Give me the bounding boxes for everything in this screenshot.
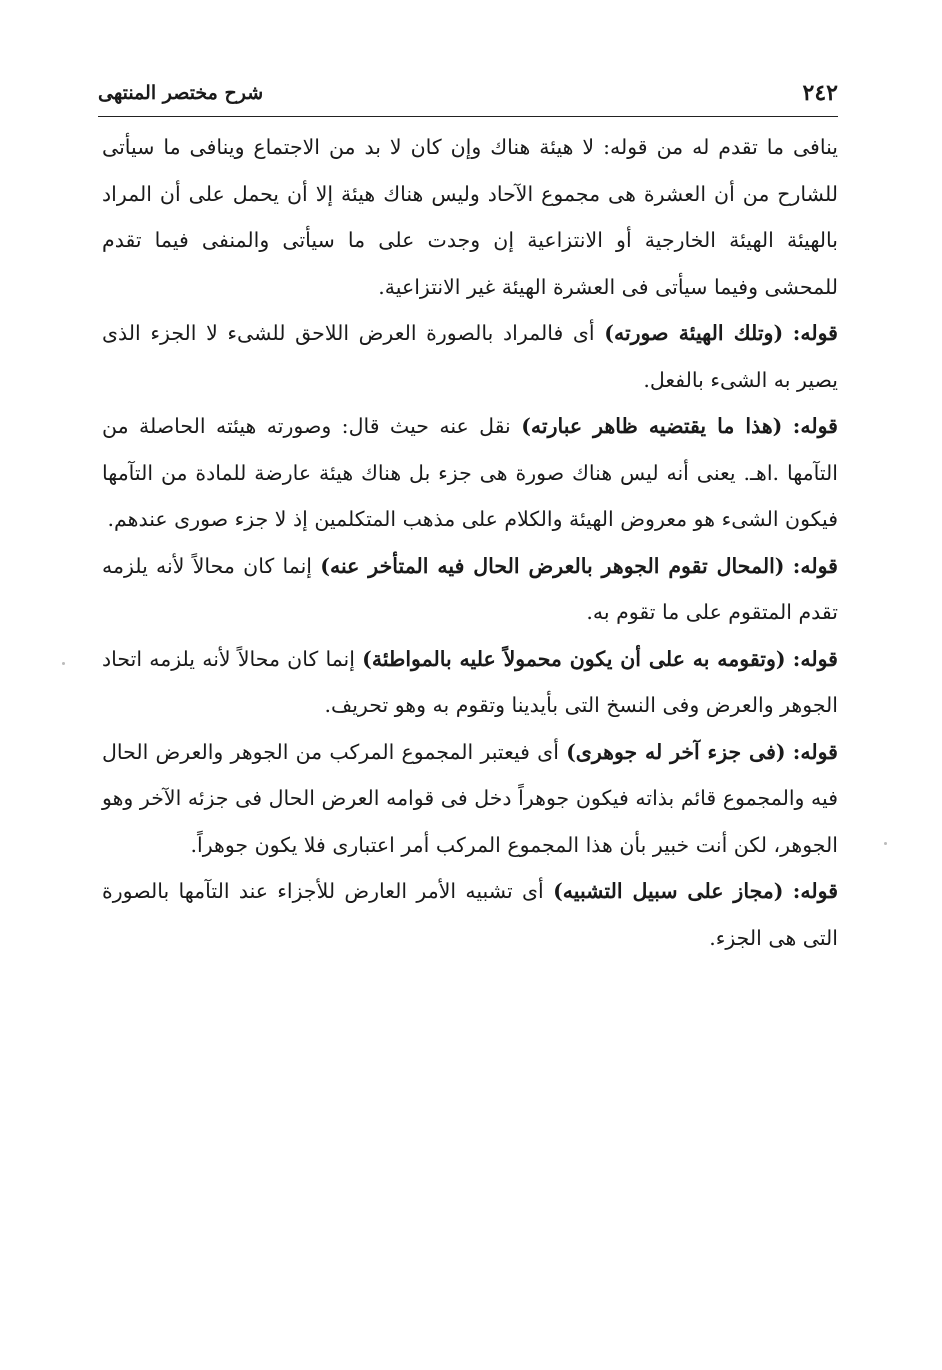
paragraph-continuation <box>102 124 838 310</box>
commentary-paragraph <box>102 310 838 403</box>
margin-speck <box>62 662 65 665</box>
paragraph-text: أى فالمراد بالصورة العرض اللاحق للشىء لا الجزء الذى يصير به الشىء بالفعل. <box>102 321 838 392</box>
quoted-phrase: (مجاز على سبيل التشبيه) <box>553 879 784 903</box>
paragraph-text: نقل عنه حيث قال: وصورته هيئته الحاصلة من التآمها .اهـ. يعنى أنه ليس هناك صورة هى جزء بل هناك هيئة عارضة للمادة من التآمها فيكون الشىء هو معروض الهيئة والكلام على مذهب المتكلمين إذ لا جزء صورى عندهم. <box>102 414 838 531</box>
quoted-phrase: (المحال تقوم الجوهر بالعرض الحال فيه المتأخر عنه) <box>320 553 785 578</box>
commentary-paragraph <box>102 403 838 543</box>
paragraph-text: إنما كان محالاً لأنه يلزمه تقدم المتقوم على ما تقوم به. <box>102 553 838 624</box>
commentary-keyword: قوله: <box>792 553 838 578</box>
commentary-keyword: قوله: <box>792 321 838 345</box>
running-title: شرح مختصر المنتهى <box>98 82 264 104</box>
commentary-keyword: قوله: <box>792 739 838 764</box>
commentary-paragraph <box>102 868 838 961</box>
quoted-phrase: (فى جزء آخر له جوهرى) <box>566 739 786 764</box>
paragraph-text: أى تشبيه الأمر العارض للأجزاء عند التآمها بالصورة التى هى الجزء. <box>102 879 838 950</box>
quoted-phrase: (هذا ما يقتضيه ظاهر عبارته) <box>521 414 783 438</box>
paragraph-text: إنما كان محالاً لأنه يلزمه اتحاد الجوهر والعرض وفى النسخ التى بأيدينا وتقوم به وهو تحريف. <box>102 646 838 717</box>
quoted-phrase: (وتقومه به على أن يكون محمولاً عليه بالمواطئة) <box>362 646 786 671</box>
paragraph-text: ينافى ما تقدم له من قوله: لا هيئة هناك وإن كان لا بد من الاجتماع وينافى ما سيأتى للشارح من أن العشرة هى مجموع الآحاد وليس هناك هيئة إلا أن يحمل على أن المراد بالهيئة الهيئة الخارجية أو الانتزاعية إن وجدت على ما سيأتى والمنفى فيما تقدم للمحشى وفيما سيأتى فى العشرة الهيئة غير الانتزاعية. <box>102 135 838 299</box>
quoted-phrase: (وتلك الهيئة صورته) <box>604 321 784 345</box>
header-divider <box>98 116 838 117</box>
body-text <box>102 124 838 961</box>
margin-speck <box>884 842 887 845</box>
page-number: ٢٤٢ <box>802 80 838 106</box>
commentary-paragraph <box>102 543 838 636</box>
page-header <box>98 74 838 114</box>
commentary-keyword: قوله: <box>792 414 838 438</box>
commentary-paragraph <box>102 729 838 869</box>
commentary-keyword: قوله: <box>792 879 838 903</box>
commentary-paragraph <box>102 636 838 729</box>
commentary-keyword: قوله: <box>792 646 838 671</box>
paragraph-text: أى فيعتبر المجموع المركب من الجوهر والعرض الحال فيه والمجموع قائم بذاته فيكون جوهراً دخل فى قوامه العرض الحال فى جزئه الآخر وهو الجوهر، لكن أنت خبير بأن هذا المجموع المركب أمر اعتبارى فلا يكون جوهراً. <box>102 739 838 857</box>
